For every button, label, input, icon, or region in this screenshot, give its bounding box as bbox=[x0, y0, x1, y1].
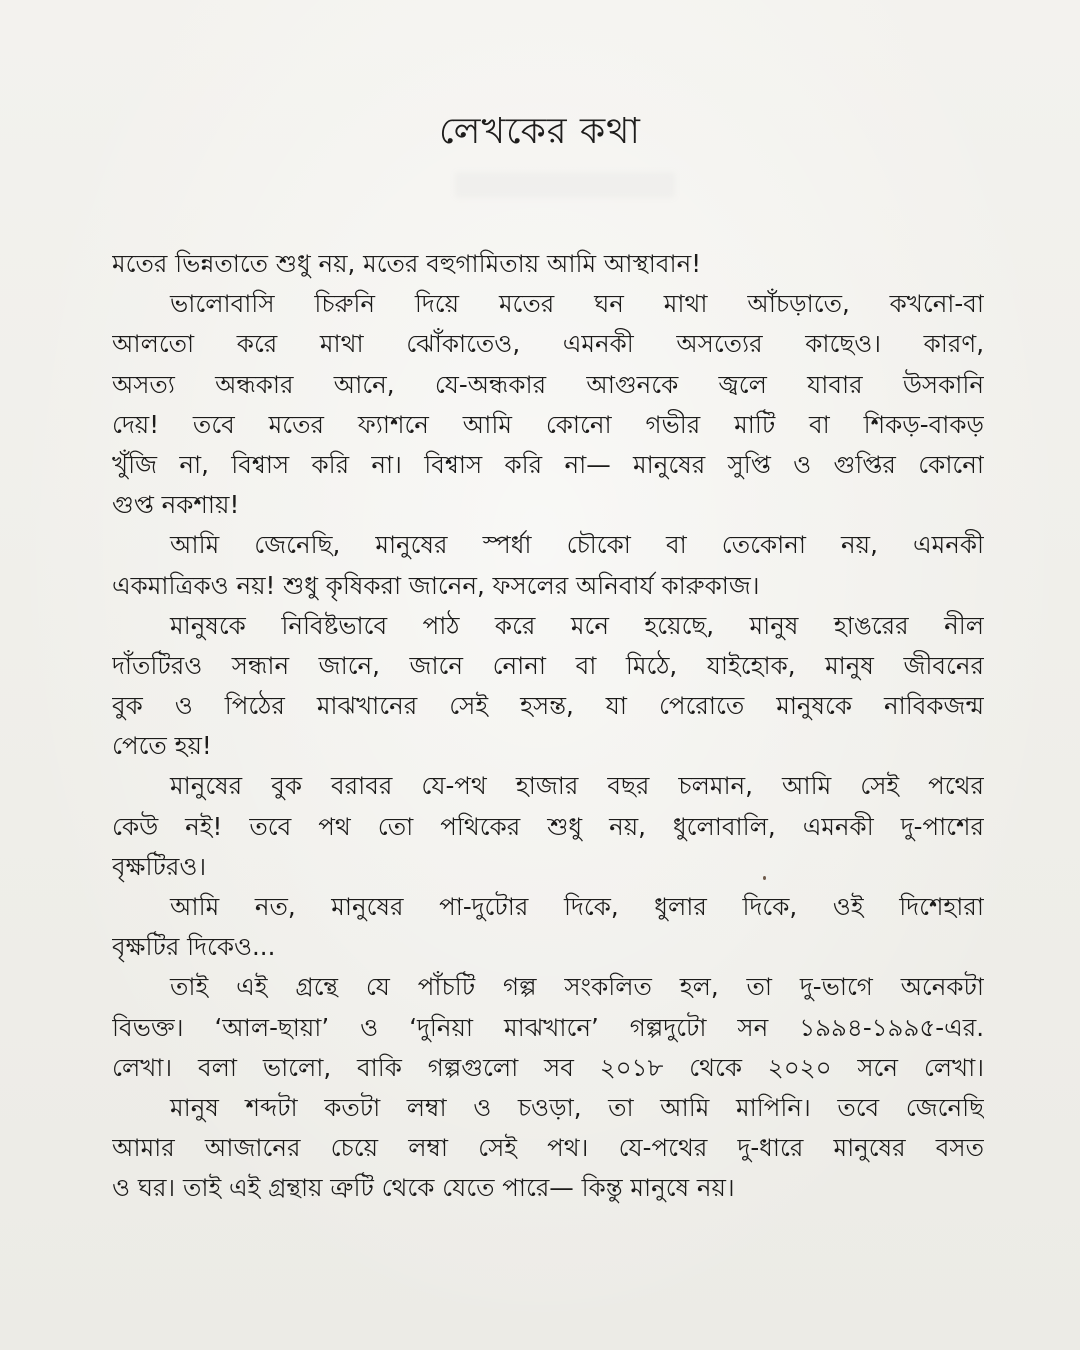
text-line: কেউ নই! তবে পথ তো পথিকের শুধু নয়, ধুলোবালি, এমনকী দু-পাশের bbox=[112, 811, 984, 841]
text-line: তাই এই গ্রন্থে যে পাঁচটি গল্প সংকলিত হল, তা দু-ভাগে অনেকটা bbox=[170, 972, 984, 1002]
page-title: লেখকের কথা bbox=[439, 111, 641, 152]
text-line: মানুষকে নিবিষ্টভাবে পাঠ করে মনে হয়েছে, মানুষ হাঙরের নীল bbox=[170, 610, 984, 640]
text-line: আমার আজানের চেয়ে লম্বা সেই পথ। যে-পথের দু-ধারে মানুষের বসত bbox=[112, 1133, 984, 1163]
text-line: বিভক্ত। ‘আল-ছায়া’ ও ‘দুনিয়া মাঝখানে’ গল্পদুটো সন ১৯৯৪-১৯৯৫-এর. bbox=[112, 1012, 984, 1042]
text-line: ভালোবাসি চিরুনি দিয়ে মতের ঘন মাথা আঁচড়াতে, কখনো-বা bbox=[170, 289, 984, 319]
text-line: একমাত্রিকও নয়! শুধু কৃষিকরা জানেন, ফসলের অনিবার্য কারুকাজ। bbox=[112, 570, 760, 600]
text-line: মানুষের বুক বরাবর যে-পথ হাজার বছর চলমান, আমি সেই পথের bbox=[170, 771, 984, 801]
text-line: বৃক্ষটিরও। bbox=[112, 851, 207, 881]
text-line: ও ঘর। তাই এই গ্রন্থায় ত্রুটি থেকে যেতে পারে— কিন্তু মানুষে নয়। bbox=[112, 1173, 735, 1203]
text-line: আমি জেনেছি, মানুষের স্পর্ধা চৌকো বা তেকোনা নয়, এমনকী bbox=[170, 530, 984, 560]
text-line: বুক ও পিঠের মাঝখানের সেই হসন্ত, যা পেরোতে মানুষকে নাবিকজন্ম bbox=[112, 691, 984, 721]
text-line: মতের ভিন্নতাতে শুধু নয়, মতের বহুগামিতায় আমি আস্থাবান! bbox=[112, 249, 702, 278]
preface-body bbox=[112, 244, 984, 1209]
text-line: বৃক্ষটির দিকেও... bbox=[112, 932, 276, 962]
text-line: আমি নত, মানুষের পা-দুটোর দিকে, ধুলার দিকে, ওই দিশেহারা bbox=[170, 892, 984, 921]
text-line: খুঁজি না, বিশ্বাস করি না। বিশ্বাস করি না— মানুষের সুপ্তি ও গুপ্তির কোনো bbox=[112, 449, 984, 479]
paper-speck bbox=[763, 876, 766, 880]
text-line: অসত্য অন্ধকার আনে, যে-অন্ধকার আগুনকে জ্বলে যাবার উসকানি bbox=[112, 369, 984, 399]
show-through-text bbox=[455, 172, 675, 198]
text-line: দেয়! তবে মতের ফ্যাশনে আমি কোনো গভীর মাটি বা শিকড়-বাকড় bbox=[112, 409, 984, 439]
text-line: পেতে হয়! bbox=[112, 731, 212, 761]
text-line: গুপ্ত নকশায়! bbox=[112, 490, 240, 520]
text-line: দাঁতটিরও সন্ধান জানে, জানে নোনা বা মিঠে, যাইহোক, মানুষ জীবনের bbox=[112, 650, 984, 680]
text-line: আলতো করে মাথা ঝোঁকাতেও, এমনকী অসত্যের কাছেও। কারণ, bbox=[112, 329, 984, 359]
text-line: লেখা। বলা ভালো, বাকি গল্পগুলো সব ২০১৮ থেকে ২০২০ সনে লেখা। bbox=[112, 1052, 984, 1082]
text-line: মানুষ শব্দটা কতটা লম্বা ও চওড়া, তা আমি মাপিনি। তবে জেনেছি bbox=[170, 1092, 984, 1122]
